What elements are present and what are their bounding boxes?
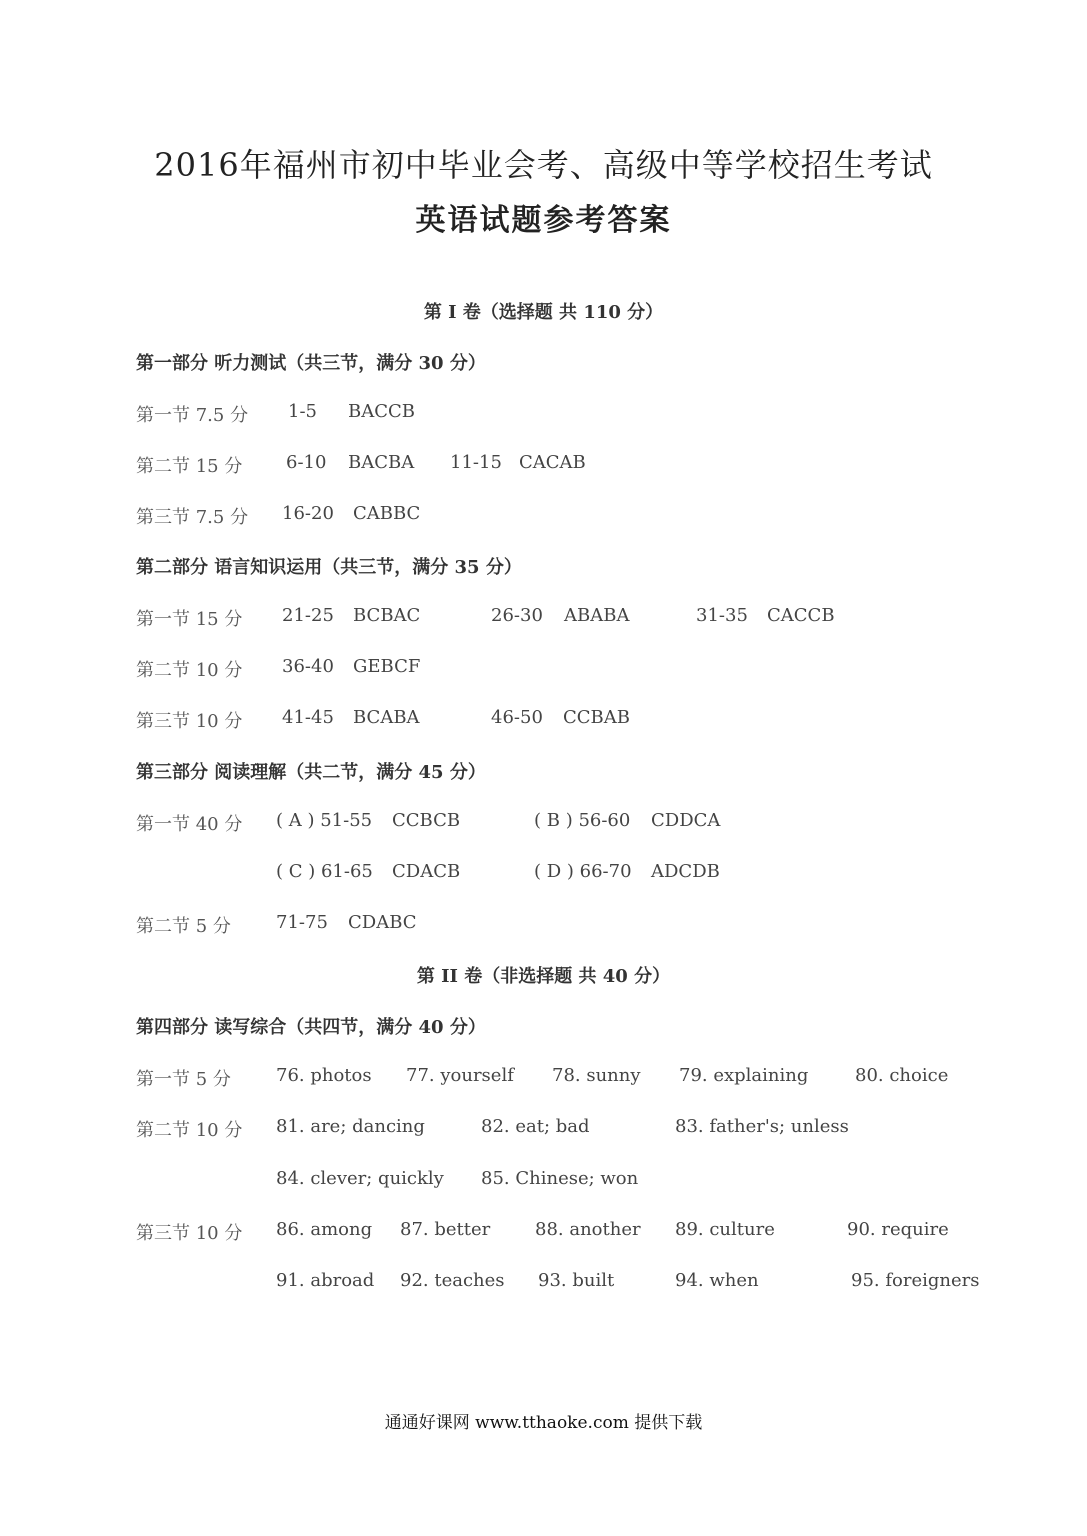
answer-word: 82. eat; bad bbox=[481, 1116, 590, 1137]
answer-range: 41-45 bbox=[282, 707, 334, 728]
answer-range: ( B ) 56-60 bbox=[534, 810, 631, 831]
answer-key: CCBCB bbox=[392, 810, 461, 831]
answer-word: 76. photos bbox=[276, 1065, 372, 1086]
part2-section2-label: 第二节 10 分 bbox=[136, 660, 243, 681]
answer-word: 84. clever; quickly bbox=[276, 1168, 444, 1189]
answer-range: ( C ) 61-65 bbox=[276, 861, 373, 882]
answer-range: 1-5 bbox=[288, 401, 317, 422]
answer-key: GEBCF bbox=[353, 656, 421, 677]
answer-range: 26-30 bbox=[491, 605, 543, 626]
answer-key: CDACB bbox=[392, 861, 461, 882]
answer-key: BACBA bbox=[348, 452, 415, 473]
answer-key: CCBAB bbox=[563, 707, 630, 728]
answer-word: 95. foreigners bbox=[851, 1270, 980, 1291]
answer-word: 91. abroad bbox=[276, 1270, 375, 1291]
answer-word: 78. sunny bbox=[552, 1065, 641, 1086]
part3-section1-label: 第一节 40 分 bbox=[136, 814, 243, 835]
part2-section3-label: 第三节 10 分 bbox=[136, 711, 243, 732]
part2-section1-label: 第一节 15 分 bbox=[136, 609, 243, 630]
answer-key: CDABC bbox=[348, 912, 417, 933]
answer-word: 80. choice bbox=[855, 1065, 949, 1086]
answer-key: ADCDB bbox=[651, 861, 720, 882]
answer-key: BCBAC bbox=[353, 605, 421, 626]
answer-key: BCABA bbox=[353, 707, 420, 728]
part4-section2-label: 第二节 10 分 bbox=[136, 1120, 243, 1141]
answer-key: CDDCA bbox=[651, 810, 721, 831]
answer-range: 36-40 bbox=[282, 656, 334, 677]
answer-range: 21-25 bbox=[282, 605, 334, 626]
part1-heading: 第一部分 听力测试（共三节，满分 30 分） bbox=[136, 353, 486, 374]
answer-key: BACCB bbox=[348, 401, 415, 422]
answer-range: 71-75 bbox=[276, 912, 328, 933]
part1-section2-label: 第二节 15 分 bbox=[136, 456, 243, 477]
part3-section2-label: 第二节 5 分 bbox=[136, 916, 231, 937]
answer-range: 6-10 bbox=[286, 452, 327, 473]
answer-range: ( D ) 66-70 bbox=[534, 861, 632, 882]
answer-word: 89. culture bbox=[675, 1219, 775, 1240]
answer-word: 81. are; dancing bbox=[276, 1116, 425, 1137]
answer-word: 86. among bbox=[276, 1219, 373, 1240]
document-subtitle: 英语试题参考答案 bbox=[415, 203, 672, 238]
answer-word: 88. another bbox=[535, 1219, 641, 1240]
answer-word: 83. father's; unless bbox=[675, 1116, 849, 1137]
answer-key: CACCB bbox=[767, 605, 835, 626]
answer-key: ABABA bbox=[564, 605, 630, 626]
part3-heading: 第三部分 阅读理解（共二节，满分 45 分） bbox=[136, 762, 486, 783]
answer-word: 90. require bbox=[847, 1219, 949, 1240]
part1-section3-label: 第三节 7.5 分 bbox=[136, 507, 249, 528]
part1-section1-label: 第一节 7.5 分 bbox=[136, 405, 249, 426]
answer-word: 93. built bbox=[538, 1270, 615, 1291]
part4-section3-label: 第三节 10 分 bbox=[136, 1223, 243, 1244]
answer-key: CABBC bbox=[353, 503, 421, 524]
answer-word: 94. when bbox=[675, 1270, 759, 1291]
answer-word: 85. Chinese; won bbox=[481, 1168, 639, 1189]
volume-1-heading: 第 I 卷（选择题 共 110 分） bbox=[423, 302, 664, 323]
footer-source: 通通好课网 www.tthaoke.com 提供下载 bbox=[384, 1413, 703, 1433]
answer-word: 87. better bbox=[400, 1219, 491, 1240]
answer-word: 77. yourself bbox=[406, 1065, 514, 1086]
answer-word: 79. explaining bbox=[679, 1065, 809, 1086]
answer-range: 46-50 bbox=[491, 707, 543, 728]
part4-heading: 第四部分 读写综合（共四节，满分 40 分） bbox=[136, 1017, 486, 1038]
answer-word: 92. teaches bbox=[400, 1270, 505, 1291]
part4-section1-label: 第一节 5 分 bbox=[136, 1069, 231, 1090]
volume-2-heading: 第 II 卷（非选择题 共 40 分） bbox=[416, 966, 671, 987]
answer-key: CACAB bbox=[519, 452, 586, 473]
answer-range: ( A ) 51-55 bbox=[276, 810, 373, 831]
answer-range: 11-15 bbox=[450, 452, 502, 473]
part2-heading: 第二部分 语言知识运用（共三节，满分 35 分） bbox=[136, 557, 522, 578]
document-title: 2016年福州市初中毕业会考、高级中等学校招生考试 bbox=[154, 146, 933, 184]
answer-range: 31-35 bbox=[696, 605, 748, 626]
answer-range: 16-20 bbox=[282, 503, 334, 524]
